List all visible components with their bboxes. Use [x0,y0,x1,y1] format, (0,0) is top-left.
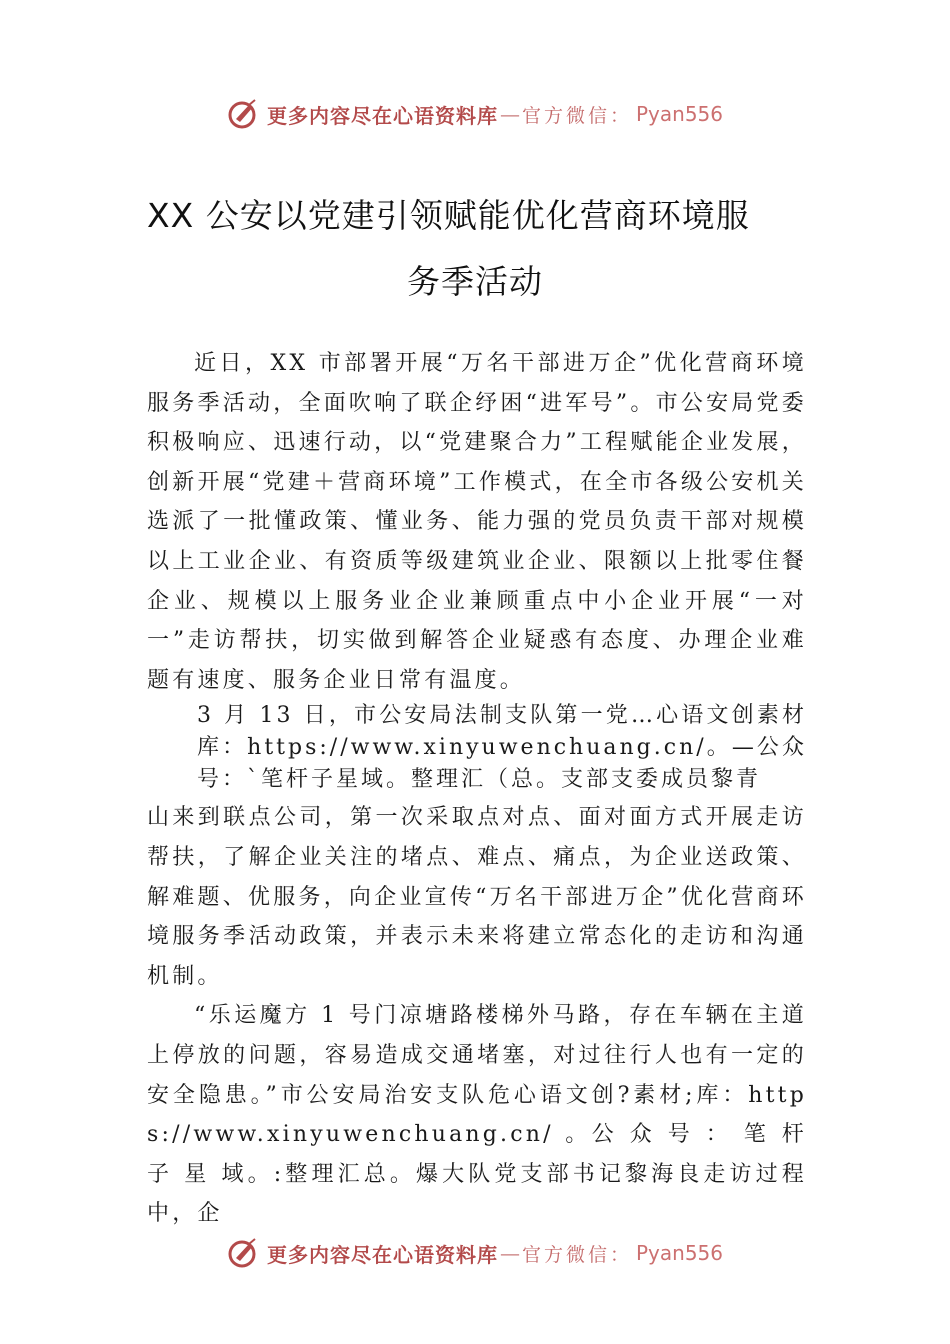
banner-wechat-label: 官方微信： [521,1243,632,1266]
footer-banner [0,1233,950,1273]
document-title-line-1: XX 公安以党建引领赋能优化营商环境服 [147,196,750,235]
banner-brand-text: 更多内容尽在心语资料库 [266,1242,498,1267]
banner-wechat-label: 官方微信： [521,104,632,127]
banner-dash: — [499,1241,520,1265]
banner-wechat-id: Pyan556 [636,102,724,126]
paragraph-4: “乐运魔方 1 号门凉塘路楼梯外马路，存在车辆在主道上停放的问题，容易造成交通堵塞，对过往行人也有一定的安全隐患。”市公安局治安支队危心语文创?素材;库：https://www.xinyuwenchuang.cn/ 。公 众 号 ： 笔 杆 子 星 域。:整理汇总。爆大队党支部书记黎海良走访过程中，企 [147,1003,807,1227]
pen-logo-icon [227,97,261,131]
paragraph-1: 近日，XX 市部署开展“万名干部进万企”优化营商环境服务季活动，全面吹响了联企纾困“进军号”。市公安局党委积极响应、迅速行动，以“党建聚合力”工程赋能企业发展，创新开展“党建＋营商环境”工作模式，在全市各级公安机关选派了一批懂政策、懂业务、能力强的党员负责干部对规模以上工业企业、有资质等级建筑业企业、限额以上批零住餐企业、规模以上服务业企业兼顾重点中小企业开展“一对一”走访帮扶，切实做到解答企业疑惑有态度、办理企业难题有速度、服务企业日常有温度。 [147,351,807,693]
banner-dash: — [499,102,520,126]
banner-brand-text: 更多内容尽在心语资料库 [266,103,498,128]
document-title-line-2: 务季活动 [407,262,543,301]
paragraph-2: 3 月 13 日，市公安局法制支队第一党…心语文创素材库：https://www.xinyuwenchuang.cn/。—公众号：`笔杆子星域。整理汇（总。支部支委成员黎青 [197,703,807,793]
header-banner [0,94,950,134]
paragraph-3: 山来到联点公司，第一次采取点对点、面对面方式开展走访帮扶，了解企业关注的堵点、难点、痛点，为企业送政策、 解难题、优服务，向企业宣传“万名干部进万企”优化营商环境服务季活动政策，并表示未来将建立常态化的走访和沟通机制。 [147,805,807,989]
document-body [147,344,807,1234]
banner-wechat-id: Pyan556 [636,1241,724,1265]
pen-logo-icon [227,1236,261,1270]
